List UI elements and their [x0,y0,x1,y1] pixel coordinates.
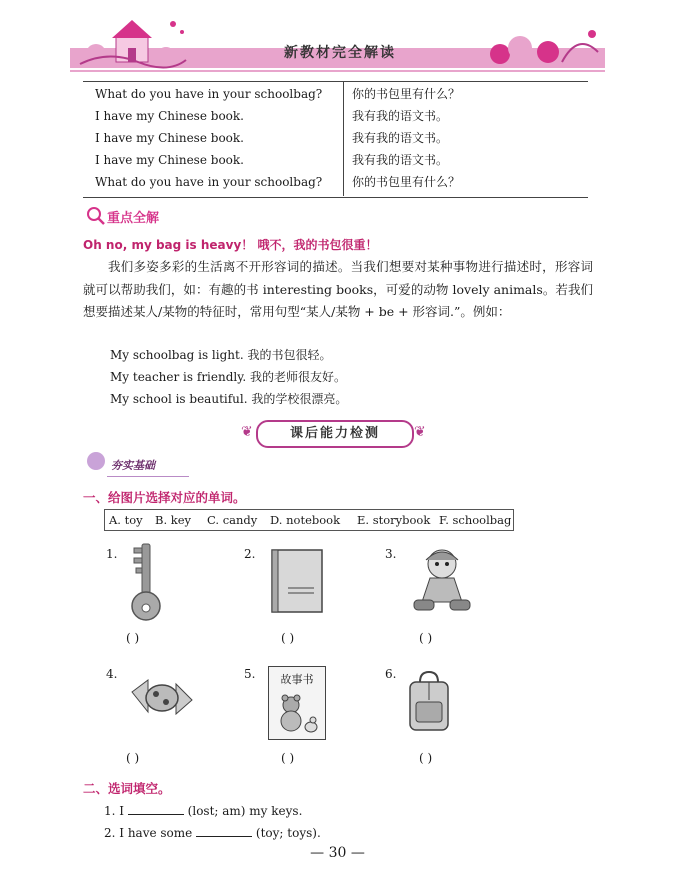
option-f: F. schoolbag [439,513,512,527]
dialogue-cn-1: 你的书包里有什么？ [352,87,461,101]
house-illustration-icon [78,14,188,72]
key-icon [128,542,164,624]
item-5-answer[interactable]: ( ) [281,751,295,765]
option-d: D. notebook [270,513,341,527]
key-points-paragraph: 我们多姿多彩的生活离不开形容词的描述。当我们想要对某种事物进行描述时，形容词就可以帮助我们，如：有趣的书 interesting books，可爱的动物 lovely animals。若我们想要描述某人/某物的特征时，常用句型“某人/某物 + be + 形容词.”。例如： [83,259,593,319]
dialogue-en-2: I have my Chinese book. [95,109,244,123]
q2-item-2-suffix: (toy; toys). [255,826,321,840]
key-points-heading: Oh no, my bag is heavy！ 哦不，我的书包很重！ [83,238,378,252]
item-2-number: 2. [244,547,256,561]
option-e: E. storybook [357,513,431,527]
schoolbag-icon [404,670,454,734]
q2-item-1-suffix: (lost; am) my keys. [187,804,303,818]
item-1-answer[interactable]: ( ) [126,631,140,645]
item-1-number: 1. [106,547,118,561]
item-6-answer[interactable]: ( ) [419,751,433,765]
dialogue-en-3: I have my Chinese book. [95,131,244,145]
candy-icon [128,672,196,722]
basics-label: 夯实基础 [111,459,155,472]
dialogue-en-1: What do you have in your schoolbag? [95,87,323,101]
dialogue-cn-4: 我有我的语文书。 [352,153,449,167]
key-points-title: 重点全解 [107,211,160,226]
table-divider [343,81,344,196]
item-5-number: 5. [244,667,256,681]
section-banner: 课后能力检测 [256,420,414,448]
item-4-number: 4. [106,667,118,681]
item-4-answer[interactable]: ( ) [126,751,140,765]
q2-title: 二、选词填空。 [83,781,171,796]
basics-badge-icon [87,452,105,470]
q2-item-1 [104,802,302,818]
q2-item-2-blank[interactable] [196,824,252,837]
dialogue-en-5: What do you have in your schoolbag? [95,175,323,189]
dialogue-cn-3: 我有我的语文书。 [352,131,449,145]
page-number: — 30 — [310,845,365,861]
example-1: My schoolbag is light. 我的书包很轻。 [110,348,332,362]
q2-item-2-prefix: 2. I have some [104,826,193,840]
dialogue-en-4: I have my Chinese book. [95,153,244,167]
option-a: A. toy [109,513,143,527]
q1-options-box [104,509,514,531]
basics-underline [107,476,189,477]
header-title: 新教材完全解读 [284,45,396,61]
q2-item-1-prefix: 1. I [104,804,125,818]
item-6-number: 6. [385,667,397,681]
item-3-answer[interactable]: ( ) [419,631,433,645]
notebook-icon [268,548,326,616]
dialogue-cn-5: 你的书包里有什么？ [352,175,461,189]
bear-duck-icon [269,689,323,737]
dialogue-cn-2: 我有我的语文书。 [352,109,449,123]
option-b: B. key [155,513,192,527]
banner-left-ornament-icon: ❦ [241,424,253,440]
doll-toy-icon [408,546,478,618]
flower-illustration-icon [480,22,605,68]
q1-title: 一、给图片选择对应的单词。 [83,490,246,505]
q2-item-1-blank[interactable] [128,802,184,815]
option-c: C. candy [207,513,258,527]
storybook-cover-label: 故事书 [280,673,314,686]
banner-right-ornament-icon: ❦ [414,424,426,440]
q2-item-2 [104,824,321,840]
item-2-answer[interactable]: ( ) [281,631,295,645]
example-3: My school is beautiful. 我的学校很漂亮。 [110,392,348,406]
storybook-picture [268,666,326,740]
magnifier-icon [86,206,106,226]
example-2: My teacher is friendly. 我的老师很友好。 [110,370,347,384]
item-3-number: 3. [385,547,397,561]
